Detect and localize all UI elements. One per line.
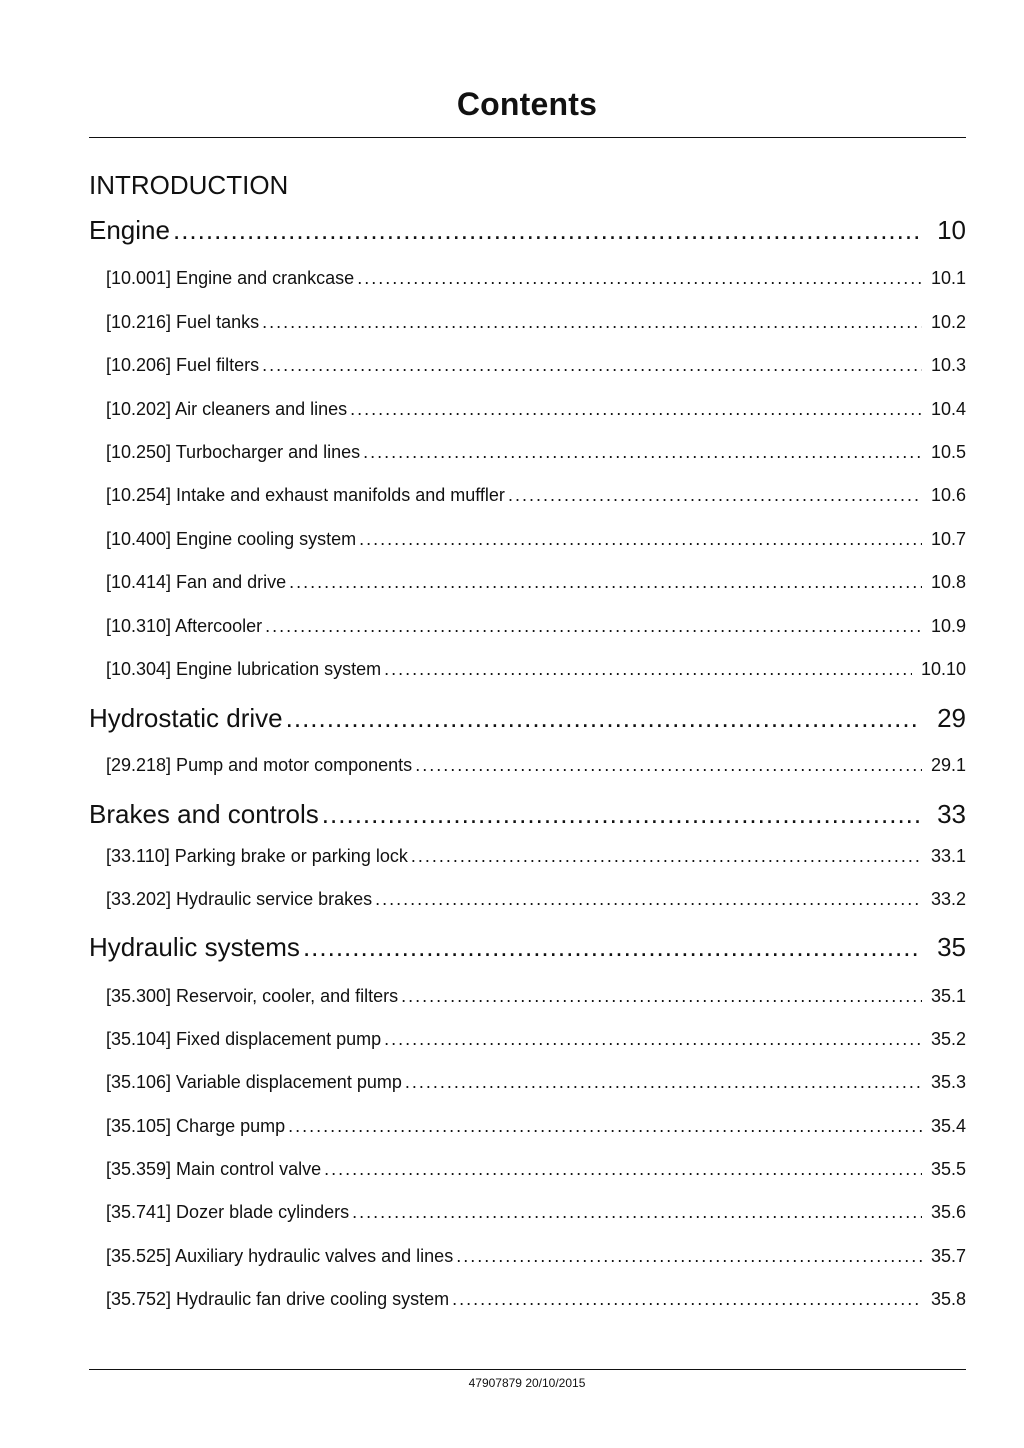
section-page: 35.2 xyxy=(930,1029,966,1049)
page-footer: 47907879 20/10/2015 xyxy=(468,1376,586,1390)
section-page: 10.7 xyxy=(930,529,966,549)
section-label: [10.250] Turbocharger and lines xyxy=(106,442,361,462)
section-label: [10.216] Fuel tanks xyxy=(106,312,260,332)
section-label: [10.202] Air cleaners and lines xyxy=(106,399,348,419)
footer-rule xyxy=(89,1369,966,1370)
section-label: [35.106] Variable displacement pump xyxy=(106,1072,402,1092)
chapter-label: Hydrostatic drive xyxy=(89,703,283,733)
dot-leader xyxy=(173,215,920,246)
section-page: 35.8 xyxy=(930,1289,966,1309)
toc-section[interactable] xyxy=(106,572,966,593)
section-label: [10.310] Aftercooler xyxy=(106,616,263,636)
section-page: 35.3 xyxy=(930,1072,966,1092)
dot-leader xyxy=(401,986,922,1007)
toc-section[interactable] xyxy=(106,485,966,506)
chapter-page: 33 xyxy=(937,799,966,829)
chapter-page: 29 xyxy=(937,703,966,733)
section-page: 10.6 xyxy=(930,485,966,505)
section-page: 10.1 xyxy=(930,268,966,288)
toc-chapter-hydrostatic-drive[interactable] xyxy=(89,703,966,734)
dot-leader xyxy=(322,799,920,830)
chapter-label: Hydraulic systems xyxy=(89,932,300,962)
toc-section[interactable] xyxy=(106,1029,966,1050)
title-rule xyxy=(89,137,966,138)
section-page: 10.9 xyxy=(930,616,966,636)
section-label: [35.741] Dozer blade cylinders xyxy=(106,1202,350,1222)
toc-section[interactable] xyxy=(106,1116,966,1137)
section-label: [10.414] Fan and drive xyxy=(106,572,287,592)
page-title: Contents xyxy=(456,86,598,122)
toc-chapter-brakes-and-controls[interactable] xyxy=(89,799,966,830)
section-label: [10.001] Engine and crankcase xyxy=(106,268,355,288)
toc-section[interactable] xyxy=(106,268,966,289)
section-label: [33.110] Parking brake or parking lock xyxy=(106,846,408,866)
chapter-page: 35 xyxy=(937,932,966,962)
dot-leader xyxy=(286,703,920,734)
section-page: 35.6 xyxy=(930,1202,966,1222)
dot-leader xyxy=(411,846,922,867)
section-page: 33.2 xyxy=(930,889,966,909)
dot-leader xyxy=(384,659,912,680)
toc-section[interactable] xyxy=(106,442,966,463)
section-page: 10.5 xyxy=(930,442,966,462)
dot-leader xyxy=(452,1289,922,1310)
section-page: 29.1 xyxy=(930,755,966,775)
toc-section[interactable] xyxy=(106,846,966,867)
dot-leader xyxy=(456,1246,922,1267)
section-label: [35.104] Fixed displacement pump xyxy=(106,1029,382,1049)
chapter-label: Engine xyxy=(89,215,170,245)
dot-leader xyxy=(324,1159,922,1180)
section-page: 35.5 xyxy=(930,1159,966,1179)
section-label: [10.206] Fuel filters xyxy=(106,355,260,375)
dot-leader xyxy=(363,442,922,463)
section-page: 35.1 xyxy=(930,986,966,1006)
dot-leader xyxy=(357,268,922,289)
toc-section[interactable] xyxy=(106,1072,966,1093)
section-label: [35.752] Hydraulic fan drive cooling system xyxy=(106,1289,450,1309)
toc-section[interactable] xyxy=(106,755,966,776)
section-page: 35.4 xyxy=(930,1116,966,1136)
dot-leader xyxy=(289,572,922,593)
dot-leader xyxy=(262,355,922,376)
section-label: [29.218] Pump and motor components xyxy=(106,755,413,775)
chapter-page: 10 xyxy=(937,215,966,245)
dot-leader xyxy=(352,1202,922,1223)
toc-section[interactable] xyxy=(106,312,966,333)
dot-leader xyxy=(359,529,922,550)
toc-section[interactable] xyxy=(106,1159,966,1180)
toc-section[interactable] xyxy=(106,355,966,376)
dot-leader xyxy=(262,312,922,333)
section-page: 10.10 xyxy=(920,659,966,679)
toc-section[interactable] xyxy=(106,1246,966,1267)
section-page: 33.1 xyxy=(930,846,966,866)
dot-leader xyxy=(415,755,922,776)
section-label: [33.202] Hydraulic service brakes xyxy=(106,889,373,909)
section-label: [35.525] Auxiliary hydraulic valves and lines xyxy=(106,1246,454,1266)
dot-leader xyxy=(508,485,922,506)
section-label: [35.105] Charge pump xyxy=(106,1116,286,1136)
toc-section[interactable] xyxy=(106,889,966,910)
section-page: 35.7 xyxy=(930,1246,966,1266)
intro-heading: INTRODUCTION xyxy=(89,170,289,200)
toc-chapter-engine[interactable] xyxy=(89,215,966,246)
toc-section[interactable] xyxy=(106,616,966,637)
toc-section[interactable] xyxy=(106,399,966,420)
section-page: 10.2 xyxy=(930,312,966,332)
dot-leader xyxy=(405,1072,922,1093)
dot-leader xyxy=(288,1116,922,1137)
section-label: [10.304] Engine lubrication system xyxy=(106,659,382,679)
section-page: 10.3 xyxy=(930,355,966,375)
chapter-label: Brakes and controls xyxy=(89,799,319,829)
section-page: 10.8 xyxy=(930,572,966,592)
section-label: [35.359] Main control valve xyxy=(106,1159,322,1179)
toc-section[interactable] xyxy=(106,529,966,550)
dot-leader xyxy=(350,399,922,420)
section-page: 10.4 xyxy=(930,399,966,419)
toc-section[interactable] xyxy=(106,1289,966,1310)
section-label: [10.400] Engine cooling system xyxy=(106,529,357,549)
dot-leader xyxy=(375,889,922,910)
dot-leader xyxy=(384,1029,922,1050)
toc-section[interactable] xyxy=(106,659,966,680)
toc-chapter-hydraulic-systems[interactable] xyxy=(89,932,966,963)
dot-leader xyxy=(303,932,920,963)
dot-leader xyxy=(265,616,922,637)
toc-section[interactable] xyxy=(106,1202,966,1223)
section-label: [10.254] Intake and exhaust manifolds and muffler xyxy=(106,485,505,505)
toc-section[interactable] xyxy=(106,986,966,1007)
section-label: [35.300] Reservoir, cooler, and filters xyxy=(106,986,399,1006)
